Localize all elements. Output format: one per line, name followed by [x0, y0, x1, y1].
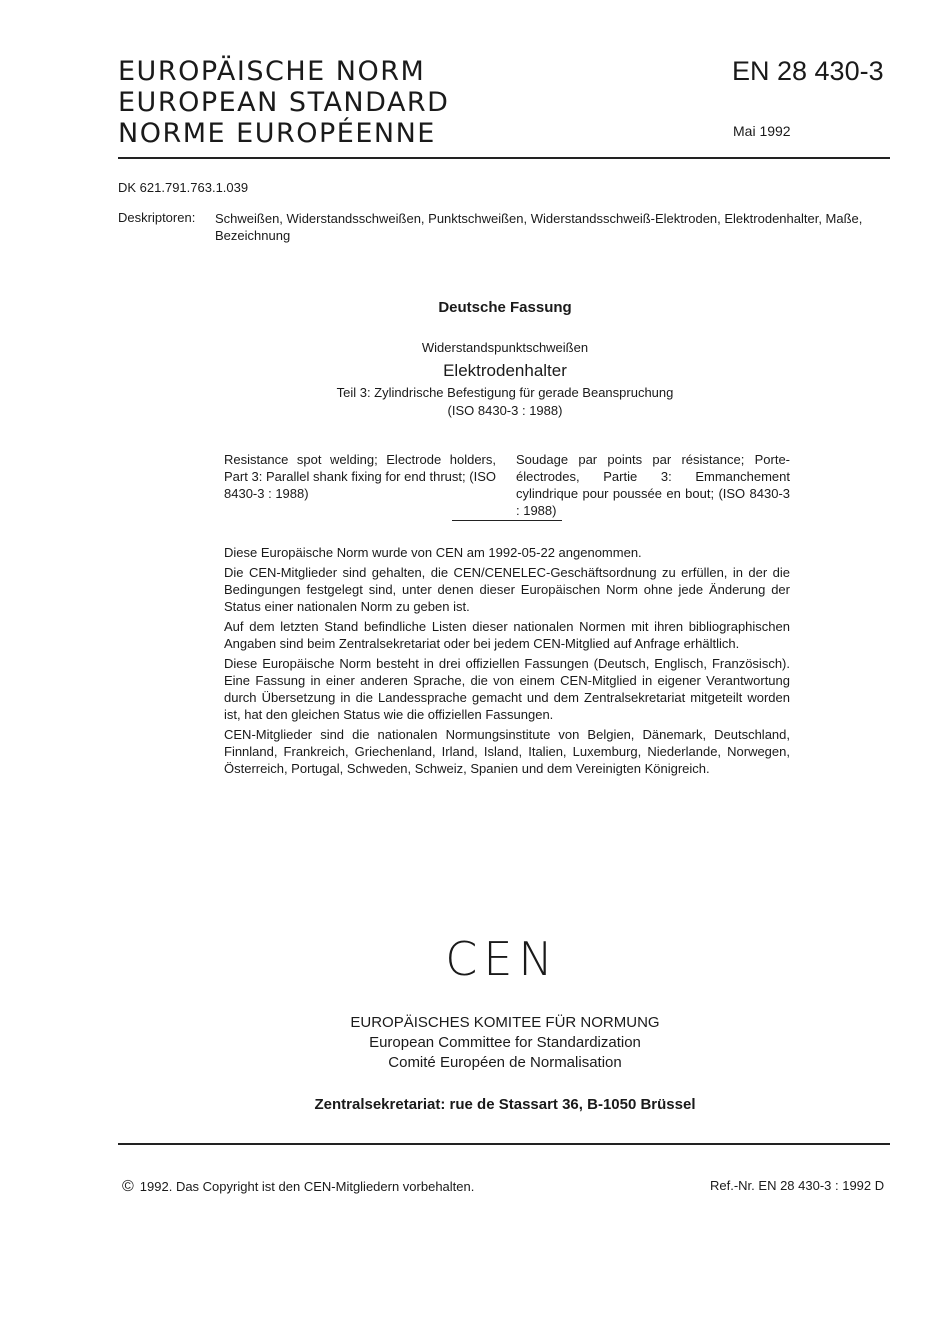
- french-title: Soudage par points par résistance; Porte-électrodes, Partie 3: Emmanchement cylindrique pour poussée en bout; (ISO 8430-3 : 1988): [516, 452, 790, 518]
- committee-name-fr: Comité Européen de Normalisation: [388, 1054, 622, 1071]
- note-paragraph: Diese Europäische Norm besteht in drei offiziellen Fassungen (Deutsch, Englisch, Französisch). Eine Fassung in einer anderen Sprache, die von einem CEN-Mitglied in eigener Verantwortung durch Übersetzung in die Landessprache gemacht und dem Zentralsekretariat mitgeteilt worden ist, hat den gleichen Status wie die offiziellen Fassungen.: [224, 656, 790, 722]
- secretariat-address: Zentralsekretariat: rue de Stassart 36, B-1050 Brüssel: [314, 1096, 696, 1113]
- copyright-notice: [122, 1178, 474, 1196]
- english-title: Resistance spot welding; Electrode holders, Part 3: Parallel shank fixing for end thrust; (ISO 8430-3 : 1988): [224, 452, 496, 501]
- committee-name-en: European Committee for Standardization: [369, 1034, 641, 1051]
- note-paragraph: Diese Europäische Norm wurde von CEN am 1992-05-22 angenommen.: [224, 545, 642, 560]
- norm-title-fr: NORME EUROPÉENNE: [118, 118, 436, 149]
- norm-number: EN 28 430-3: [732, 56, 884, 86]
- bottom-divider: [118, 1143, 890, 1145]
- version-heading: Deutsche Fassung: [438, 299, 572, 316]
- subject-line: Widerstandspunktschweißen: [421, 340, 589, 355]
- top-divider: [118, 157, 890, 159]
- norm-title-en: EUROPEAN STANDARD: [118, 87, 450, 118]
- publication-date: Mai 1992: [733, 123, 791, 139]
- copyright-text: 1992. Das Copyright ist den CEN-Mitgliedern vorbehalten.: [139, 1179, 475, 1194]
- document-title: Elektrodenhalter: [443, 361, 567, 380]
- committee-names: [0, 1013, 950, 1073]
- iso-reference: (ISO 8430-3 : 1988): [447, 403, 563, 418]
- part-title: Teil 3: Zylindrische Befestigung für gerade Beanspruchung: [336, 385, 674, 400]
- descriptors-label: Deskriptoren:: [118, 210, 196, 225]
- note-paragraph: CEN-Mitglieder sind die nationalen Normungsinstitute von Belgien, Dänemark, Deutschland, Finnland, Frankreich, Griechenland, Irland, Island, Italien, Luxemburg, Niederlande, Norwegen, Österreich, Portugal, Schweden, Schweiz, Spanien und dem Vereinigten Königreich.: [224, 727, 790, 776]
- committee-name-de: EUROPÄISCHES KOMITEE FÜR NORMUNG: [350, 1014, 660, 1031]
- adoption-notes: [224, 544, 790, 780]
- note-paragraph: Die CEN-Mitglieder sind gehalten, die CEN/CENELEC-Geschäftsordnung zu erfüllen, in der die Bedingungen festgelegt sind, unter denen dieser Europäischen Norm ohne jede Änderung der Status einer nationalen Norm zu geben ist.: [224, 565, 790, 614]
- dk-classification: DK 621.791.763.1.039: [118, 180, 249, 195]
- norm-title: [118, 56, 449, 149]
- cen-logo: CEN: [445, 932, 559, 986]
- norm-title-de: EUROPÄISCHE NORM: [118, 56, 426, 87]
- reference-number: Ref.-Nr. EN 28 430-3 : 1992 D: [710, 1178, 885, 1193]
- copyright-icon: ©: [122, 1178, 134, 1195]
- note-paragraph: Auf dem letzten Stand befindliche Listen dieser nationalen Normen mit ihren bibliographischen Angaben sind beim Zentralsekretariat oder bei jedem CEN-Mitglied auf Anfrage erhältlich.: [224, 619, 790, 651]
- descriptors-text: Schweißen, Widerstandsschweißen, Punktschweißen, Widerstandsschweiß-Elektroden, Elektrodenhalter, Maße, Bezeichnung: [215, 211, 863, 243]
- short-divider: [452, 520, 562, 521]
